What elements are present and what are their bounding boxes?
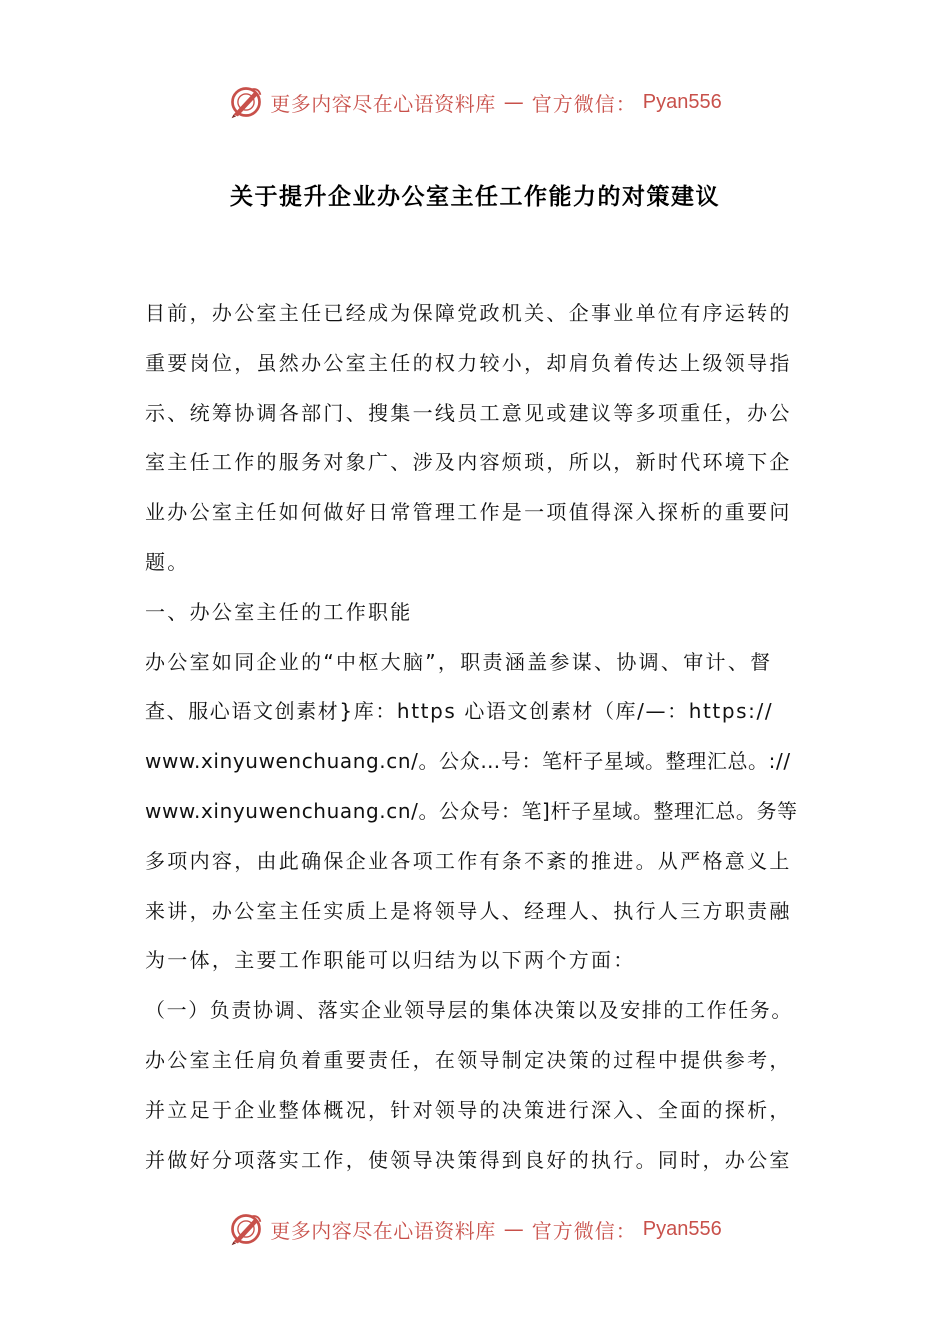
body-line: 多项内容，由此确保企业各项工作有条不紊的推进。从严格意义上	[145, 848, 792, 873]
body-line: 办公室如同企业的“中枢大脑”，职责涵盖参谋、协调、审计、督	[145, 649, 773, 674]
body-line: 来讲，办公室主任实质上是将领导人、经理人、执行人三方职责融	[145, 898, 792, 923]
subsection-heading: （一）负责协调、落实企业领导层的集体决策以及安排的工作任务。	[145, 998, 793, 1023]
body-line: www.xinyuwenchuang.cn/。公众…号：笔杆子星域。整理汇总。://	[145, 749, 791, 774]
body-line: 并立足于企业整体概况，针对领导的决策进行深入、全面的探析，	[145, 1097, 792, 1122]
section-heading: 一、办公室主任的工作职能	[145, 599, 413, 624]
watermark-contact-id: Pyan556	[642, 90, 722, 113]
watermark-separator: —	[503, 1217, 524, 1241]
body-line: www.xinyuwenchuang.cn/。公众号：笔]杆子星域。整理汇总。务等	[145, 798, 798, 823]
body-line: 并做好分项落实工作，使领导决策得到良好的执行。同时，办公室	[145, 1147, 792, 1172]
body-line: 重要岗位，虽然办公室主任的权力较小，却肩负着传达上级领导指	[145, 350, 792, 375]
body-line: 示、统筹协调各部门、搜集一线员工意见或建议等多项重任，办公	[145, 400, 792, 425]
body-line: 题。	[145, 549, 190, 574]
pen-logo-icon	[228, 84, 264, 120]
body-line: 办公室主任肩负着重要责任，在领导制定决策的过程中提供参考，	[145, 1047, 792, 1072]
body-line: 业办公室主任如何做好日常管理工作是一项值得深入探析的重要问	[145, 500, 792, 525]
watermark-slogan: 更多内容尽在心语资料库	[270, 91, 496, 116]
body-line: 查、服心语文创素材}库：https 心语文创素材（库/—：https://	[145, 699, 774, 724]
watermark-contact-label: 官方微信：	[531, 91, 637, 116]
watermark-separator: —	[503, 90, 524, 114]
watermark-contact-label: 官方微信：	[531, 1218, 637, 1243]
pen-logo-icon	[228, 1211, 264, 1247]
body-line: 室主任工作的服务对象广、涉及内容烦琐，所以，新时代环境下企	[145, 450, 792, 475]
body-line: 目前，办公室主任已经成为保障党政机关、企事业单位有序运转的	[145, 301, 792, 325]
watermark-slogan: 更多内容尽在心语资料库	[270, 1218, 496, 1243]
watermark-contact-id: Pyan556	[642, 1217, 722, 1240]
body-line: 为一体，主要工作职能可以归结为以下两个方面：	[145, 948, 636, 973]
footer-watermark-banner	[0, 1207, 950, 1251]
document-title: 关于提升企业办公室主任工作能力的对策建议	[230, 184, 720, 210]
document-body	[145, 289, 815, 1185]
header-watermark-banner	[0, 80, 950, 124]
